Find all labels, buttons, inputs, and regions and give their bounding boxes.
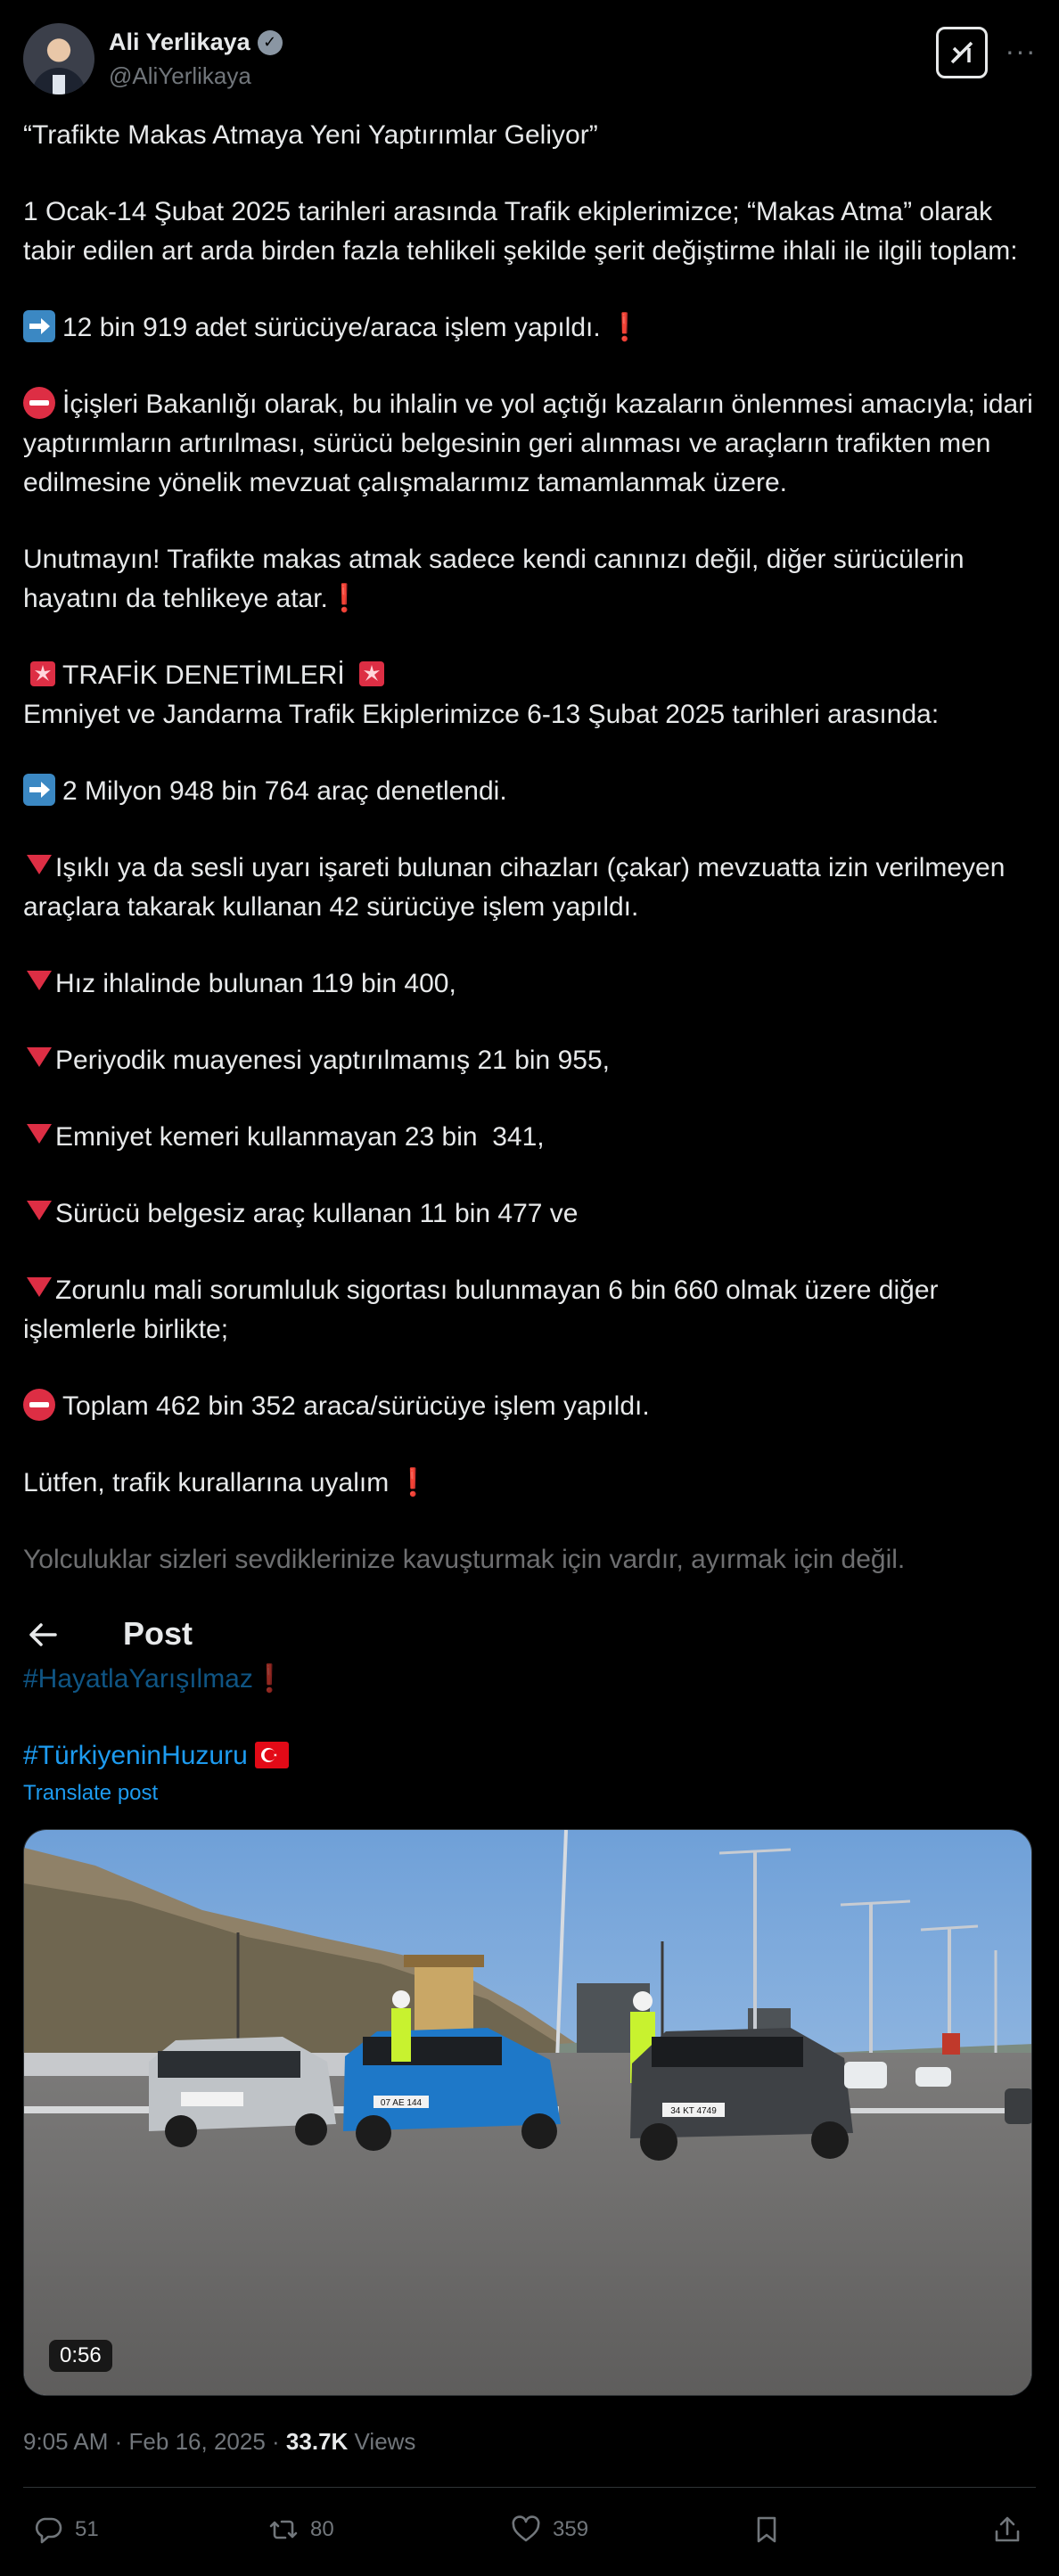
right-arrow-emoji-icon xyxy=(23,310,55,342)
heart-icon xyxy=(510,2514,542,2546)
paragraph-2 xyxy=(23,308,1039,348)
paragraph-3 xyxy=(23,385,1039,503)
stat-total-text: 2 Milyon 948 bin 764 araç denetlendi. xyxy=(62,776,507,806)
bullet-item xyxy=(23,1194,1039,1234)
bullet-text: Hız ihlalinde bulunan 119 bin 400, xyxy=(55,969,456,998)
section-title: TRAFİK DENETİMLERİ xyxy=(62,660,345,690)
hashtags xyxy=(23,1660,289,1776)
name-row xyxy=(109,29,283,56)
paragraph-4 xyxy=(23,540,1039,619)
post-title: “Trafikte Makas Atmaya Yeni Yaptırımlar Geliyor” xyxy=(23,120,598,150)
siren-emoji-icon xyxy=(356,658,388,690)
like-count: 359 xyxy=(553,2517,589,2541)
paragraph-3-text: İçişleri Bakanlığı olarak, bu ihlalin ve yol açtığı kazaların önlenmesi amacıyla; idari yaptırımların artırılması, sürücü belgesinin geri alınması ve araçların trafikten men edilmesine yönelik mevzuat çalışmalarımız tamamlanmak üzere. xyxy=(23,390,1033,497)
no-entry-emoji-icon xyxy=(23,387,55,419)
repost-button[interactable] xyxy=(267,2503,334,2556)
bullet-item xyxy=(23,1118,1039,1157)
nav-title: Post xyxy=(123,1615,193,1652)
share-button[interactable] xyxy=(991,2503,1023,2556)
reply-button[interactable] xyxy=(32,2503,99,2556)
post-date[interactable]: Feb 16, 2025 xyxy=(128,2428,266,2455)
plea-text: Lütfen, trafik kurallarına uyalım xyxy=(23,1468,390,1497)
bullet-text: Sürücü belgesiz araç kullanan 11 bin 477 ve xyxy=(55,1199,579,1228)
stat-total xyxy=(23,772,1039,811)
red-triangle-icon xyxy=(27,855,52,874)
red-triangle-icon xyxy=(27,1277,52,1297)
display-name[interactable]: Ali Yerlikaya xyxy=(109,29,250,55)
red-triangle-icon xyxy=(27,1201,52,1220)
share-icon xyxy=(991,2514,1023,2546)
back-arrow-icon[interactable] xyxy=(23,1615,62,1654)
video-frame xyxy=(24,1830,1032,2396)
more-options-icon[interactable]: ··· xyxy=(1005,35,1037,67)
bullet-item xyxy=(23,1271,1039,1350)
turkey-flag-icon xyxy=(255,1742,289,1768)
bookmark-button[interactable] xyxy=(751,2503,783,2556)
action-bar xyxy=(0,2503,1059,2556)
avatar[interactable] xyxy=(23,23,94,94)
verified-badge-icon[interactable]: ✓ xyxy=(258,30,283,55)
plate-text: 07 AE 144 xyxy=(380,2098,423,2108)
red-triangle-icon xyxy=(27,1047,52,1067)
hashtag-line-2 xyxy=(23,1736,289,1776)
total-processed xyxy=(23,1387,1039,1426)
hashtag-link[interactable]: #HayatlaYarışılmaz xyxy=(23,1664,253,1694)
section-heading xyxy=(23,656,1039,695)
total-processed-text: Toplam 462 bin 352 araca/sürücüye işlem yapıldı. xyxy=(62,1391,650,1421)
red-triangle-icon xyxy=(27,971,52,990)
plate-text: 34 KT 4749 xyxy=(670,2106,717,2116)
bullet-item xyxy=(23,964,1039,1004)
bookmark-icon xyxy=(751,2514,783,2546)
translate-post-link[interactable]: Translate post xyxy=(23,1781,159,1805)
bullet-item xyxy=(23,1041,1039,1080)
red-triangle-icon xyxy=(27,1124,52,1144)
no-entry-emoji-icon xyxy=(23,1389,55,1421)
grok-icon xyxy=(945,36,979,70)
post-text xyxy=(23,116,1039,1579)
right-arrow-emoji-icon xyxy=(23,774,55,806)
bullet-item xyxy=(23,849,1039,927)
bullet-text: Periyodik muayenesi yaptırılmamış 21 bin 955, xyxy=(55,1046,610,1075)
bullet-text: Işıklı ya da sesli uyarı işareti bulunan cihazları (çakar) mevzuatta izin verilmeyen araçlara takarak kullanan 42 sürücüye işlem yapıldı. xyxy=(23,853,1006,922)
divider xyxy=(23,2487,1036,2488)
grok-button[interactable] xyxy=(936,27,988,78)
avatar-shirt xyxy=(53,75,65,94)
exclamation-emoji-icon: ❗ xyxy=(396,1468,430,1497)
exclamation-emoji-icon: ❗ xyxy=(608,313,642,342)
reply-count: 51 xyxy=(75,2517,99,2541)
paragraph-2-text: 12 bin 919 adet sürücüye/araca işlem yapıldı. xyxy=(62,313,601,342)
like-button[interactable] xyxy=(510,2503,588,2556)
user-handle[interactable]: @AliYerlikaya xyxy=(109,62,251,89)
views-count: 33.7K xyxy=(285,2428,349,2455)
repost-icon xyxy=(267,2514,300,2546)
meta-separator: · xyxy=(272,2428,280,2455)
bullet-text: Zorunlu mali sorumluluk sigortası bulunmayan 6 bin 660 olmak üzere diğer işlemlerle birlikte; xyxy=(23,1276,939,1344)
closing-line: Yolculuklar sizleri sevdiklerinize kavuşturmak için vardır, ayırmak için değil. xyxy=(23,1545,906,1574)
hashtag-link[interactable]: #TürkiyeninHuzuru xyxy=(23,1741,248,1770)
plea xyxy=(23,1464,1039,1503)
post-header xyxy=(0,0,1059,125)
section-intro: Emniyet ve Jandarma Trafik Ekiplerimizce 6-13 Şubat 2025 tarihleri arasında: xyxy=(23,700,940,729)
video-duration: 0:56 xyxy=(49,2340,112,2372)
hashtag-line-1 xyxy=(23,1660,289,1699)
exclamation-emoji-icon: ❗ xyxy=(327,584,362,613)
post-meta xyxy=(23,2428,415,2456)
video-player[interactable] xyxy=(23,1829,1032,2396)
paragraph-1: 1 Ocak-14 Şubat 2025 tarihleri arasında Trafik ekiplerimizce; “Makas Atma” olarak tabir edilen art arda birden fazla tehlikeli şekilde şerit değiştirme ihlali ile ilgili toplam: xyxy=(23,197,1018,266)
repost-count: 80 xyxy=(310,2517,334,2541)
siren-emoji-icon xyxy=(27,658,59,690)
paragraph-4-text: Unutmayın! Trafikte makas atmak sadece kendi canınızı değil, diğer sürücülerin hayatını da tehlikeye atar. xyxy=(23,545,965,613)
views-label: Views xyxy=(354,2428,416,2455)
post-time[interactable]: 9:05 AM xyxy=(23,2428,109,2455)
meta-separator: · xyxy=(114,2428,123,2455)
bullet-text: Emniyet kemeri kullanmayan 23 bin 341, xyxy=(55,1122,545,1152)
reply-icon xyxy=(32,2514,64,2546)
exclamation-emoji-icon: ❗ xyxy=(252,1664,287,1694)
